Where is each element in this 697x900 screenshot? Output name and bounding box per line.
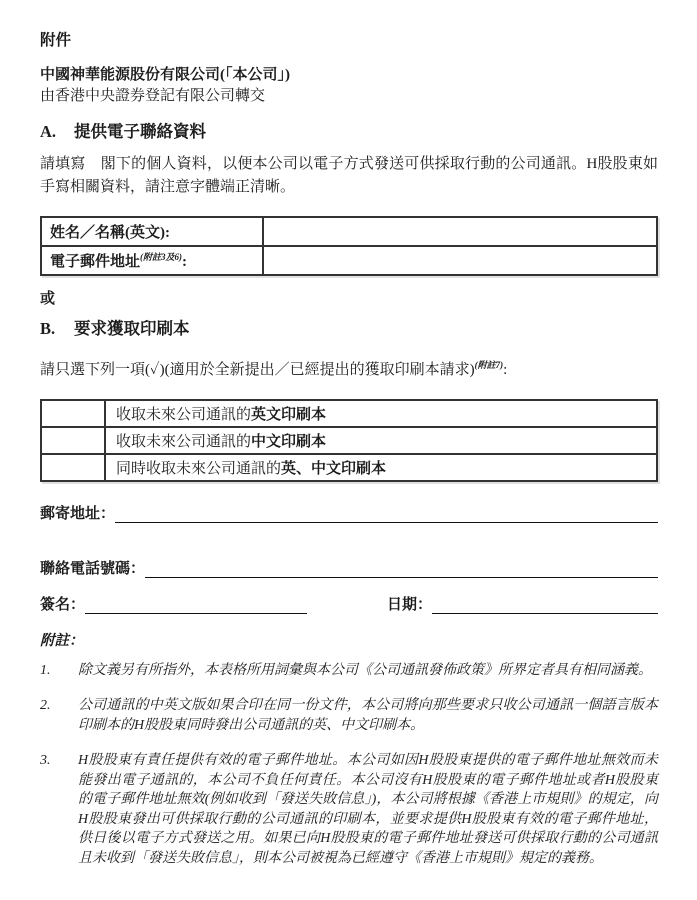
- note-item-1: [40, 661, 658, 681]
- section-a-title: 提供電子聯絡資料: [74, 122, 206, 141]
- note-1-text: 除文義另有所指外，本表格所用詞彙與本公司《公司通訊發佈政策》所界定者具有相同涵義。: [78, 663, 652, 678]
- instruction-colon: :: [503, 362, 508, 378]
- section-b-letter: B.: [40, 319, 56, 338]
- notes-heading: 附註：: [40, 633, 84, 649]
- note-1-number: 1.: [40, 663, 51, 678]
- table-row-name: [41, 217, 657, 246]
- email-note-ref: (附註3及6): [140, 252, 183, 262]
- note-item-3: [40, 751, 658, 868]
- print-options-table: [40, 399, 658, 482]
- contact-info-table: [40, 216, 658, 276]
- mailing-address-line[interactable]: [115, 505, 658, 523]
- option-label-both: [105, 454, 657, 481]
- signature-line[interactable]: [85, 596, 307, 614]
- mailing-address-row: [40, 503, 658, 525]
- signature-label: 簽名：: [40, 597, 86, 613]
- instruction-text: 請只選下列一項(✓)(適用於全新提出／已經提出的獲取印刷本請求): [40, 362, 475, 378]
- option-row-both: [41, 454, 657, 481]
- note-2-text: 公司通訊的中英文版如果合印在同一份文件，本公司將向那些要求只收公司通訊一個語言版本印刷本的H股股東同時發出公司通訊的英、中文印刷本。: [78, 698, 658, 733]
- date-line[interactable]: [432, 596, 658, 614]
- name-colon: :: [165, 225, 170, 241]
- checkbox-cell-chinese[interactable]: [41, 427, 105, 454]
- mailing-address-label: 郵寄地址：: [40, 506, 116, 522]
- option-row-english: [41, 400, 657, 427]
- section-b-instruction: [40, 354, 658, 381]
- table-row-email: [41, 246, 657, 275]
- date-label: 日期：: [387, 597, 433, 613]
- option-chinese-prefix: 收取未來公司通訊的: [116, 434, 252, 450]
- section-b-heading: [40, 318, 658, 340]
- or-label: 或: [40, 291, 56, 307]
- checkbox-cell-english[interactable]: [41, 400, 105, 427]
- option-both-prefix: 同時收取未來公司通訊的: [116, 461, 282, 477]
- note-3-text: H股股東有責任提供有效的電子郵件地址。本公司如因H股股東提供的電子郵件地址無效而未能發出電子通訊的，本公司不負任何責任。本公司沒有H股股東的電子郵件地址或者H股股東的電子郵件地址無效(例如收到「發送失敗信息」)，本公司將根據《香港上市規則》的規定，向H股股東發出可供採取行動的公司通訊的印刷本，並要求提供H股股東有效的電子郵件地址，供日後以電子方式發送之用。如果已向H股股東的電子郵件地址發送可供採取行動的公司通訊且未收到「發送失敗信息」，則本公司被視為已經遵守《香港上市規則》規定的義務。: [78, 753, 658, 866]
- company-name: 中國神華能源股份有限公司(「本公司」): [40, 67, 290, 83]
- option-english-emphasis: 英文印刷本: [251, 407, 327, 423]
- phone-line[interactable]: [145, 560, 658, 578]
- section-a-letter: A.: [40, 122, 57, 141]
- attachment-label: 附件: [40, 32, 72, 49]
- phone-label: 聯絡電話號碼：: [40, 561, 146, 577]
- option-both-emphasis: 英、中文印刷本: [281, 461, 387, 477]
- option-row-chinese: [41, 427, 657, 454]
- signature-date-row: [40, 594, 658, 616]
- option-label-english: [105, 400, 657, 427]
- name-label: 姓名／名稱(英文): [50, 225, 165, 241]
- notes-section: [40, 631, 658, 868]
- email-label-cell: [41, 246, 263, 275]
- section-b-title: 要求獲取印刷本: [74, 319, 190, 338]
- note-2-number: 2.: [40, 698, 51, 713]
- note-3-number: 3.: [40, 753, 51, 768]
- name-label-cell: [41, 217, 263, 246]
- instruction-note-ref: (附註7): [474, 360, 504, 370]
- note-item-2: [40, 696, 658, 736]
- email-input-cell[interactable]: [263, 246, 657, 275]
- section-a-heading: [40, 121, 658, 143]
- option-chinese-emphasis: 中文印刷本: [251, 434, 327, 450]
- option-label-chinese: [105, 427, 657, 454]
- forwarder-line: 由香港中央證券登記有限公司轉交: [40, 88, 266, 104]
- name-input-cell[interactable]: [263, 217, 657, 246]
- option-english-prefix: 收取未來公司通訊的: [116, 407, 252, 423]
- phone-row: [40, 558, 658, 580]
- checkbox-cell-both[interactable]: [41, 454, 105, 481]
- email-label: 電子郵件地址: [50, 254, 141, 270]
- section-a-intro: 請填寫 閣下的個人資料，以便本公司以電子方式發送可供採取行動的公司通訊。H股股東如手寫相關資料，請注意字體端正清晰。: [40, 156, 658, 195]
- email-colon: :: [182, 254, 188, 270]
